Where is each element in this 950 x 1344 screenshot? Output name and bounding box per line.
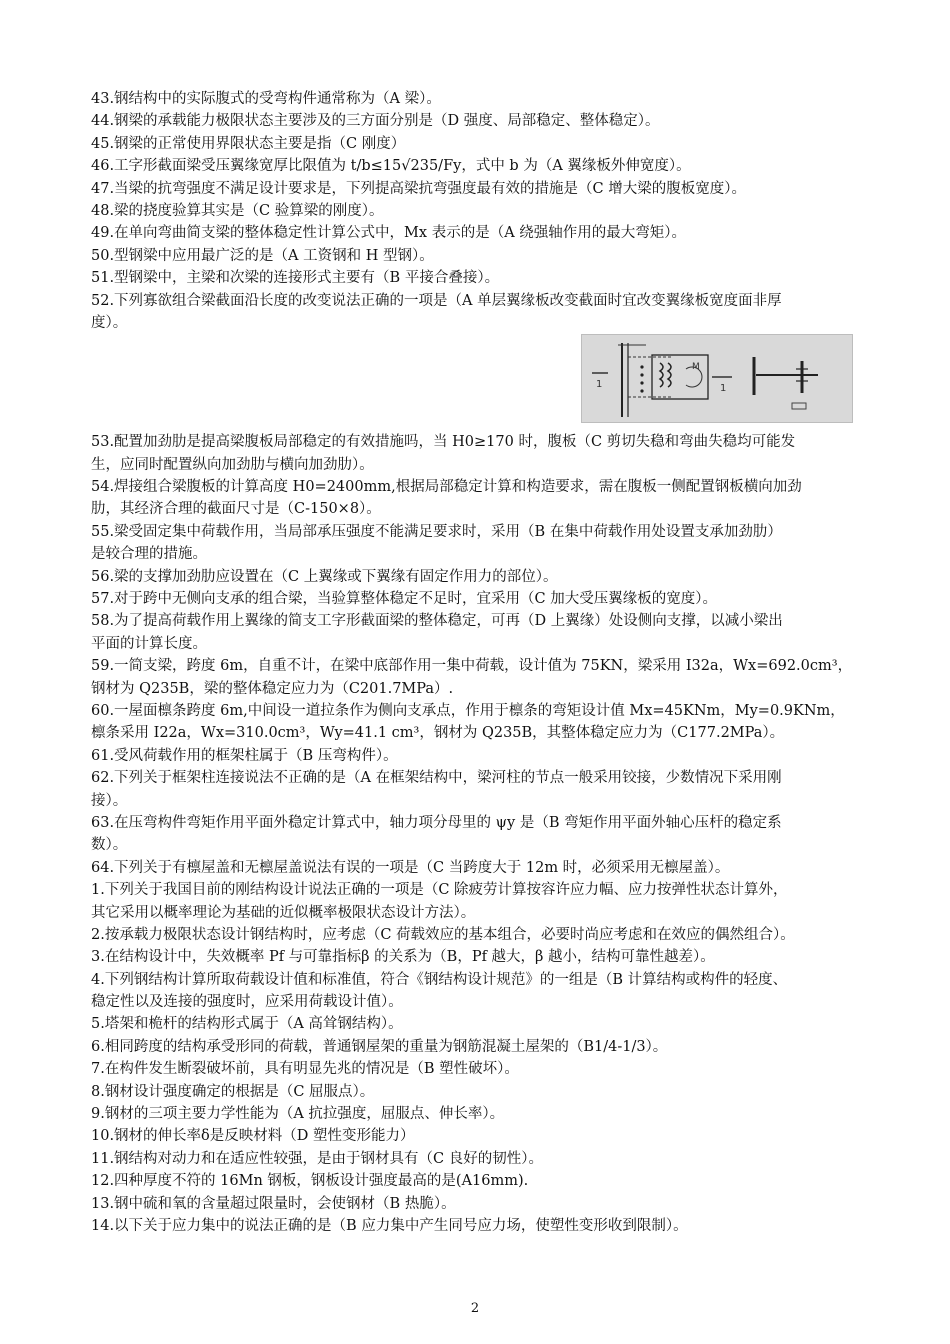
moment-label: M bbox=[692, 362, 700, 373]
text-line: 54.焊接组合梁腹板的计算高度 H0=2400mm,根据局部稳定计算和构造要求，需在腹板一侧配置钢板横向加劲 bbox=[91, 479, 802, 496]
text-line: 其它采用以概率理论为基础的近似概率极限状态设计方法）。 bbox=[91, 904, 476, 921]
text-line: 钢材为 Q235B，梁的整体稳定应力为（C201.7MPa）. bbox=[91, 680, 454, 697]
text-line: 52.下列寡欲组合梁截面沿长度的改变说法正确的一项是（A 单层翼缘板改变截面时宜改变翼缘板宽度面非厚 bbox=[91, 292, 782, 309]
text-line: 檩条采用 I22a，Wx=310.0cm³，Wy=41.1 cm³，钢材为 Q235B，其整体稳定应力为（C177.2MPa）。 bbox=[91, 725, 785, 742]
text-line: 稳定性以及连接的强度时，应采用荷载设计值）。 bbox=[91, 994, 403, 1011]
text-line: 3.在结构设计中，失效概率 Pf 与可靠指标β 的关系为（B，Pf 越大，β 越小，结构可靠性越差）。 bbox=[91, 949, 715, 966]
text-line: 14.以下关于应力集中的说法正确的是（B 应力集中产生同号应力场，使塑性变形收到限制）。 bbox=[91, 1217, 688, 1234]
text-line: 4.下列钢结构计算所取荷载设计值和标准值，符合《钢结构设计规范》的一组是（B 计算结构或构件的轻度、 bbox=[91, 971, 788, 988]
text-line: 48.梁的挠度验算其实是（C 验算梁的刚度）。 bbox=[91, 202, 384, 219]
text-line: 46.工字形截面梁受压翼缘宽厚比限值为 t/b≤15√235/Fy，式中 b 为（A 翼缘板外伸宽度）。 bbox=[91, 158, 691, 175]
text-line: 56.梁的支撑加劲肋应设置在（C 上翼缘或下翼缘有固定作用力的部位）。 bbox=[91, 568, 558, 585]
text-line: 55.梁受固定集中荷载作用，当局部承压强度不能满足要求时，采用（B 在集中荷载作用处设置支承加劲肋） bbox=[91, 523, 782, 540]
figure-row bbox=[91, 334, 881, 431]
text-line: 1.下列关于我国目前的刚结构设计说法正确的一项是（C 除疲劳计算按容许应力幅、应力按弹性状态计算外， bbox=[91, 882, 788, 899]
text-line: 53.配置加劲肋是提高梁腹板局部稳定的有效措施吗，当 H0≥170 时，腹板（C 剪切失稳和弯曲失稳均可能发 bbox=[91, 434, 796, 451]
stiffener-diagram bbox=[581, 334, 853, 423]
text-block-before-figure bbox=[91, 88, 881, 334]
text-line: 2.按承载力极限状态设计钢结构时，应考虑（C 荷载效应的基本组合，必要时尚应考虑和在效应的偶然组合）。 bbox=[91, 926, 795, 943]
text-line: 64.下列关于有檩屋盖和无檩屋盖说法有误的一项是（C 当跨度大于 12m 时，必须采用无檩屋盖）。 bbox=[91, 859, 730, 876]
section-mark-right: 1 bbox=[720, 383, 727, 395]
text-line: 10.钢材的伸长率δ是反映材料（D 塑性变形能力） bbox=[91, 1128, 415, 1145]
text-line: 59.一简支梁，跨度 6m，自重不计，在梁中底部作用一集中荷载，设计值为 75KN，梁采用 I32a，Wx=692.0cm³， bbox=[91, 658, 853, 675]
text-line: 13.钢中硫和氧的含量超过限量时，会使钢材（B 热脆）。 bbox=[91, 1195, 456, 1212]
text-line: 生，应同时配置纵向加劲肋与横向加劲肋）。 bbox=[91, 456, 374, 473]
text-line: 11.钢结构对动力和在适应性较强，是由于钢材具有（C 良好的韧性）。 bbox=[91, 1150, 544, 1167]
text-line: 47.当梁的抗弯强度不满足设计要求是，下列提高梁抗弯强度最有效的措施是（C 增大梁的腹板宽度）。 bbox=[91, 180, 747, 197]
text-block-after-figure bbox=[91, 431, 881, 1237]
text-line: 接）。 bbox=[91, 792, 128, 809]
text-line: 61.受风荷载作用的框架柱属于（B 压弯构件）。 bbox=[91, 747, 398, 764]
text-line: 45.钢梁的正常使用界限状态主要是指（C 刚度） bbox=[91, 135, 406, 152]
text-line: 50.型钢梁中应用最广泛的是（A 工资钢和 H 型钢）。 bbox=[91, 247, 434, 264]
text-line: 度）。 bbox=[91, 314, 128, 331]
text-line: 9.钢材的三项主要力学性能为（A 抗拉强度，屈服点、伸长率）。 bbox=[91, 1106, 505, 1123]
text-line: 58.为了提高荷载作用上翼缘的简支工字形截面梁的整体稳定，可再（D 上翼缘）处设侧向支撑，以减小梁出 bbox=[91, 613, 783, 630]
text-line: 49.在单向弯曲简支梁的整体稳定性计算公式中，Mx 表示的是（A 绕强轴作用的最大弯矩）。 bbox=[91, 225, 687, 242]
text-line: 8.钢材设计强度确定的根据是（C 屈服点）。 bbox=[91, 1083, 375, 1100]
text-line: 平面的计算长度。 bbox=[91, 635, 207, 652]
text-line: 12.四种厚度不符的 16Mn 钢板，钢板设计强度最高的是(A16mm). bbox=[91, 1173, 529, 1190]
text-line: 51.型钢梁中，主梁和次梁的连接形式主要有（B 平接合叠接）。 bbox=[91, 270, 500, 287]
text-line: 5.塔架和桅杆的结构形式属于（A 高耸钢结构）。 bbox=[91, 1016, 403, 1033]
text-line: 63.在压弯构件弯矩作用平面外稳定计算式中，轴力项分母里的 ψy 是（B 弯矩作用平面外轴心压杆的稳定系 bbox=[91, 814, 782, 831]
text-line: 43.钢结构中的实际腹式的受弯构件通常称为（A 梁）。 bbox=[91, 91, 441, 107]
text-line: 6.相同跨度的结构承受形同的荷载，普通钢屋架的重量为钢筋混凝土屋架的（B1/4-1/3）。 bbox=[91, 1038, 668, 1055]
text-line: 57.对于跨中无侧向支承的组合梁，当验算整体稳定不足时，宜采用（C 加大受压翼缘板的宽度）。 bbox=[91, 591, 718, 608]
stiffener-diagram-svg bbox=[582, 335, 854, 424]
question-list bbox=[91, 88, 881, 1237]
text-line: 肋，其经济合理的截面尺寸是（C-150×8）。 bbox=[91, 501, 381, 518]
section-mark-left: 1 bbox=[596, 379, 603, 391]
text-line: 62.下列关于框架柱连接说法不正确的是（A 在框架结构中，梁河柱的节点一般采用铰接，少数情况下采用刚 bbox=[91, 770, 782, 787]
text-line: 数）。 bbox=[91, 837, 128, 854]
text-line: 44.钢梁的承载能力极限状态主要涉及的三方面分别是（D 强度、局部稳定、整体稳定）。 bbox=[91, 113, 660, 130]
text-line: 60.一屋面檩条跨度 6m,中间设一道拉条作为侧向支承点，作用于檩条的弯矩设计值 Mx=45KNm，My=0.9KNm， bbox=[91, 702, 845, 719]
text-line: 7.在构件发生断裂破坏前，具有明显先兆的情况是（B 塑性破坏）。 bbox=[91, 1061, 519, 1078]
page-number: 2 bbox=[470, 1301, 480, 1316]
text-line: 是较合理的措施。 bbox=[91, 546, 207, 563]
